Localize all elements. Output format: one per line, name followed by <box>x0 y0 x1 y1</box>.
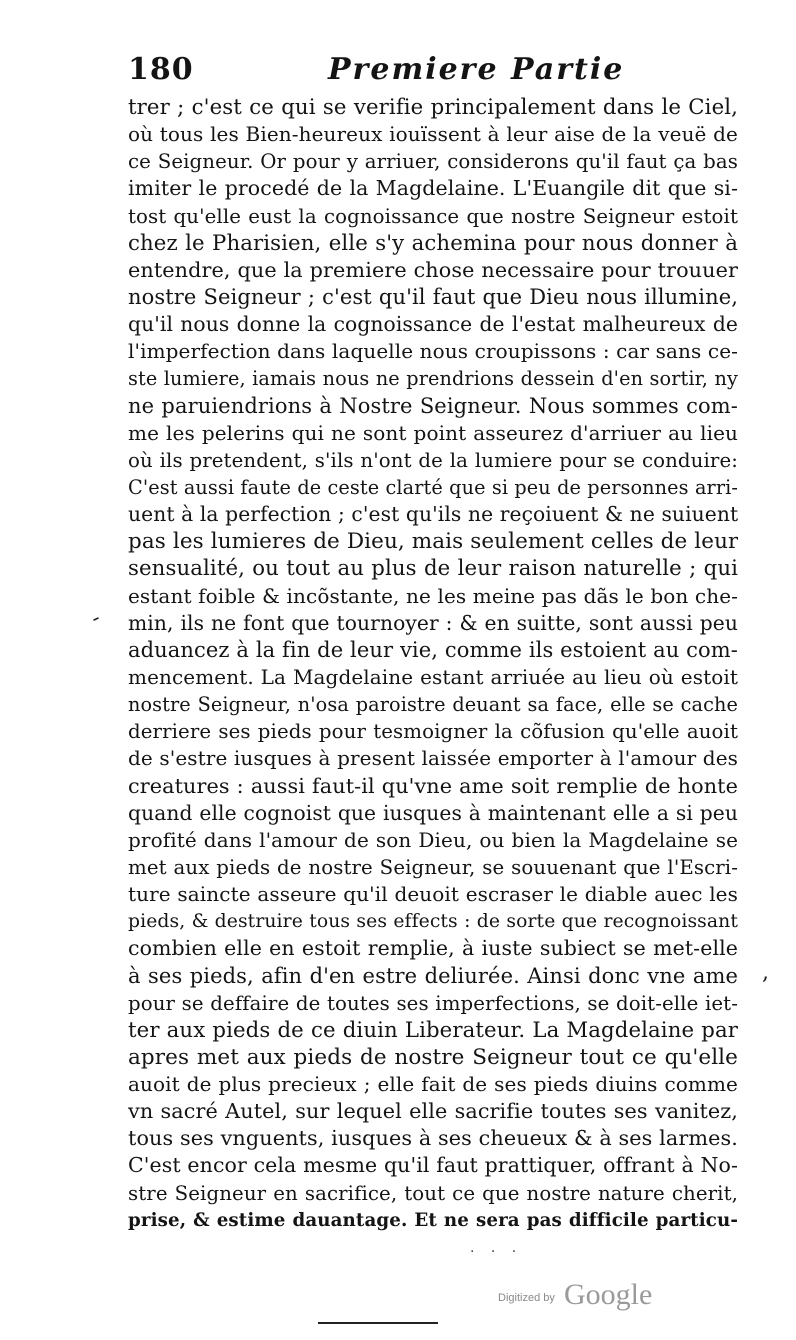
text-line: creatures : aussi faut-il qu'vne ame soit remplie de honte <box>128 773 738 798</box>
text-line: auoit de plus precieux ; elle fait de ses pieds diuins comme <box>128 1072 738 1097</box>
text-line: tous ses vnguents, iusques à ses cheueux & à ses larmes. <box>128 1126 738 1151</box>
text-line: où tous les Bien-heureux iouïssent à leur aise de la veuë de <box>128 122 738 147</box>
text-line: mencement. La Magdelaine estant arriuée au lieu où estoit <box>128 664 738 689</box>
text-line: pas les lumieres de Dieu, mais seulement celles de leur <box>128 529 738 555</box>
text-line: ter aux pieds de ce diuin Liberateur. La Magdelaine par <box>128 1017 738 1043</box>
text-line: sensualité, ou tout au plus de leur raison naturelle ; qui <box>128 556 738 582</box>
text-line: nostre Seigneur ; c'est qu'il faut que Dieu nous illumine, <box>128 284 738 309</box>
text-line: l'imperfection dans laquelle nous croupissons : car sans ce- <box>128 339 738 364</box>
text-line: profité dans l'amour de son Dieu, ou bien la Magdelaine se <box>128 827 738 852</box>
page-number: 180 <box>128 52 194 87</box>
text-line: chez le Pharisien, elle s'y achemina pour nous donner à <box>128 230 738 256</box>
text-line: uent à la perfection ; c'est qu'ils ne reçoiuent & ne suiuent <box>128 502 738 527</box>
margin-mark: - <box>87 605 105 632</box>
watermark-brand: Google <box>564 1278 653 1311</box>
text-line: vn sacré Autel, sur lequel elle sacrifie toutes ses vanitez, <box>128 1099 738 1124</box>
text-line: qu'il nous donne la cognoissance de l'estat malheureux de <box>128 312 738 337</box>
text-line: pour se deffaire de toutes ses imperfections, se doit-elle iet- <box>128 991 738 1015</box>
watermark-prefix: Digitized by <box>498 1292 555 1304</box>
text-line: nostre Seigneur, n'osa paroistre deuant sa face, elle se cache <box>128 693 738 717</box>
text-line: tost qu'elle eust la cognoissance que nostre Seigneur estoit <box>128 204 738 228</box>
text-line: imiter le procedé de la Magdelaine. L'Euangile dit que si- <box>128 176 738 201</box>
text-line: met aux pieds de nostre Seigneur, se souuenant que l'Escri- <box>128 855 738 879</box>
text-line: pieds, & destruire tous ses effects : de sorte que recognoissant <box>128 911 738 933</box>
text-line: prise, & estime dauantage. Et ne sera pas difficile particu- <box>128 1209 738 1231</box>
text-line: ce Seigneur. Or pour y arriuer, considerons qu'il faut ça bas <box>128 150 738 174</box>
text-line: de s'estre iusques à present laissée emporter à l'amour des <box>128 746 738 771</box>
bottom-rule <box>318 1322 438 1324</box>
watermark <box>498 1278 758 1318</box>
text-line: trer ; c'est ce qui se verifie principalement dans le Ciel, <box>128 95 738 120</box>
text-line: me les pelerins qui ne sont point asseurez d'arriuer au lieu <box>128 420 738 445</box>
text-line: min, ils ne font que tournoyer : & en suitte, sont aussi peu <box>128 610 738 635</box>
text-line: C'est aussi faute de ceste clarté que si peu de personnes arri- <box>128 475 738 499</box>
text-line: à ses pieds, afin d'en estre deliurée. Ainsi donc vne ame <box>128 963 738 988</box>
text-line: ne paruiendrions à Nostre Seigneur. Nous sommes com- <box>128 393 738 418</box>
text-line: stre Seigneur en sacrifice, tout ce que nostre nature cherit, <box>128 1181 738 1205</box>
running-title: Premiere Partie <box>328 52 625 87</box>
text-line: aduancez à la fin de leur vie, comme ils estoient au com- <box>128 637 738 662</box>
text-line: ste lumiere, iamais nous ne prendrions dessein d'en sortir, ny <box>128 367 738 391</box>
text-line: estant foible & incõstante, ne les meine pas dãs le bon che- <box>128 583 738 608</box>
text-line: quand elle cognoist que iusques à maintenant elle a si peu <box>128 800 738 825</box>
text-line: entendre, que la premiere chose necessaire pour trouuer <box>128 257 738 282</box>
text-line: derriere ses pieds pour tesmoigner la cõfusion qu'elle auoit <box>128 720 738 744</box>
body-text <box>128 94 738 1234</box>
text-line: C'est encor cela mesme qu'il faut prattiquer, offrant à No- <box>128 1153 738 1178</box>
text-line: où ils pretendent, s'ils n'ont de la lumiere pour se conduire: <box>128 448 738 472</box>
text-line: apres met aux pieds de nostre Seigneur tout ce qu'elle <box>128 1044 738 1070</box>
page-header <box>128 52 738 92</box>
text-line: combien elle en estoit remplie, à iuste subiect se met-elle <box>128 936 738 961</box>
margin-mark: , <box>762 960 769 985</box>
text-line: ture saincte asseure qu'il deuoit escraser le diable auec les <box>128 882 738 907</box>
stray-ink-dots: . . . <box>470 1240 523 1256</box>
